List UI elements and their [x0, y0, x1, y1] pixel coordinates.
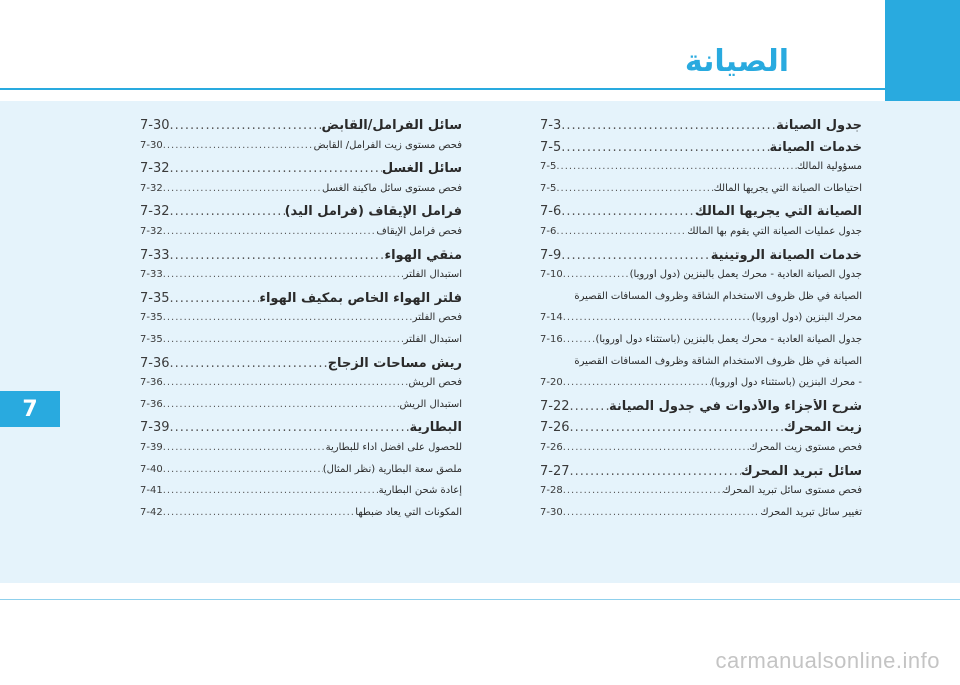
- toc-subentry[interactable]: [140, 334, 462, 356]
- toc-leader-dots: [561, 118, 776, 133]
- toc-entry-label: ريش مساحات الزجاج: [327, 355, 462, 371]
- toc-leader-dots: [570, 420, 784, 435]
- toc-entry-label: تغيير سائل تبريد المحرك: [760, 506, 862, 518]
- toc-leader-dots: [563, 312, 752, 323]
- toc-entry-label: للحصول على أفضل أداء للبطارية: [325, 441, 462, 453]
- toc-subentry[interactable]: [140, 485, 462, 507]
- footer-divider: [0, 599, 960, 600]
- toc-section-entry[interactable]: [540, 140, 862, 162]
- toc-subentry[interactable]: [140, 507, 462, 529]
- toc-entry-continuation[interactable]: [540, 291, 862, 313]
- toc-entry-label: - محرك البنزين (باستثناء دول أوروبا): [710, 377, 862, 389]
- toc-leader-dots: [563, 377, 711, 388]
- toc-page-number: 7-35: [140, 312, 163, 324]
- toc-page-number: 7-30: [540, 506, 563, 518]
- toc-entry-label: مسؤولية المالك: [796, 161, 862, 173]
- toc-leader-dots: [170, 248, 385, 263]
- toc-leader-dots: [163, 485, 379, 496]
- toc-entry-label: فرامل الإيقاف (فرامل اليد): [284, 204, 462, 220]
- toc-page-number: 7-20: [540, 377, 563, 389]
- toc-leader-dots: [163, 442, 326, 453]
- toc-page-number: 7-42: [140, 506, 163, 518]
- toc-leader-dots: [556, 183, 713, 194]
- toc-leader-dots: [570, 464, 741, 479]
- toc-leader-dots: [170, 161, 382, 176]
- toc-leader-dots: [163, 507, 356, 518]
- toc-page-number: 7-6: [540, 204, 562, 220]
- toc-entry-label: ملصق سعة البطارية (نظر المثال): [322, 463, 462, 475]
- toc-section-entry[interactable]: [140, 356, 462, 378]
- chapter-tab[interactable]: [0, 391, 60, 427]
- toc-entry-label: استبدال الريش: [399, 398, 462, 410]
- toc-page-number: 7-26: [540, 420, 570, 436]
- toc-section-entry[interactable]: [540, 204, 862, 226]
- chapter-number: 7: [22, 396, 38, 422]
- toc-section-entry[interactable]: [140, 204, 462, 226]
- toc-subentry[interactable]: [140, 226, 462, 248]
- toc-page-number: 7-6: [540, 225, 557, 237]
- toc-page-number: 7-5: [540, 182, 557, 194]
- toc-subentry[interactable]: [140, 464, 462, 486]
- toc-page-number: 7-30: [140, 118, 170, 133]
- toc-section-entry[interactable]: [140, 118, 462, 140]
- toc-page-number: 7-9: [540, 247, 562, 263]
- toc-section-entry[interactable]: [540, 399, 862, 421]
- toc-page-number: 7-5: [540, 161, 557, 173]
- toc-leader-dots: [170, 420, 410, 435]
- toc-entry-label: شرح الأجزاء والأدوات في جدول الصيانة: [608, 398, 862, 414]
- toc-subentry[interactable]: [540, 485, 862, 507]
- toc-entry-label: جدول عمليات الصيانة التي يقوم بها المالك: [687, 225, 862, 237]
- toc-section-entry[interactable]: [140, 420, 462, 442]
- toc-entry-label: فحص مستوى زيت المحرك: [749, 441, 862, 453]
- toc-leader-dots: [556, 226, 687, 237]
- toc-subentry[interactable]: [140, 140, 462, 162]
- toc-leader-dots: [563, 442, 750, 453]
- toc-page-number: 7-26: [540, 441, 563, 453]
- toc-entry-label: الصيانة في ظل ظروف الاستخدام الشاقة وظروف المسافات القصيرة: [574, 355, 862, 367]
- toc-subentry[interactable]: [140, 399, 462, 421]
- toc-section-entry[interactable]: [140, 248, 462, 270]
- page-title: الصيانة: [684, 44, 789, 79]
- toc-entry-label: فحص الفلتر: [412, 312, 462, 324]
- toc-section-entry[interactable]: [140, 291, 462, 313]
- toc-entry-label: إعادة شحن البطارية: [378, 485, 462, 497]
- toc-entry-label: فحص مستوى سائل تبريد المحرك: [722, 485, 862, 497]
- toc-entry-label: فلتر الهواء الخاص بمكيف الهواء: [259, 290, 462, 306]
- toc-page-number: 7-22: [540, 398, 570, 414]
- toc-leader-dots: [556, 161, 797, 172]
- toc-column-left: [540, 118, 862, 528]
- toc-leader-dots: [170, 356, 328, 371]
- toc-page-number: 7-5: [540, 139, 562, 155]
- toc-page-number: 7-32: [140, 182, 163, 194]
- toc-page-number: 7-39: [140, 441, 163, 453]
- toc-page-number: 7-41: [140, 485, 163, 497]
- toc-leader-dots: [163, 140, 314, 151]
- toc-page-number: 7-35: [140, 333, 163, 345]
- toc-entry-label: محرك البنزين (دول أوروبا): [751, 312, 862, 324]
- toc-subentry[interactable]: [540, 334, 862, 356]
- toc-leader-dots: [563, 485, 723, 496]
- toc-entry-label: فحص مستوى سائل ماكينة الغسل: [322, 182, 462, 194]
- toc-entry-label: الصيانة التي يجريها المالك: [694, 204, 862, 220]
- toc-entry-label: سائل تبريد المحرك: [740, 463, 862, 479]
- toc-entry-label: احتياطات الصيانة التي يجريها المالك: [713, 182, 862, 194]
- page-header: [0, 0, 885, 89]
- toc-section-entry[interactable]: [540, 420, 862, 442]
- toc-entry-label: فحص مستوى زيت الفرامل/ القابض: [313, 139, 462, 151]
- toc-page-number: 7-27: [540, 463, 570, 479]
- toc-entry-continuation[interactable]: [540, 356, 862, 378]
- toc-entry-label: سائل الغسل: [381, 161, 462, 177]
- toc-subentry[interactable]: [540, 226, 862, 248]
- toc-entry-label: جدول الصيانة العادية - محرك يعمل بالبنزين (باستثناء دول أوروبا): [595, 333, 862, 345]
- toc-page-number: 7-3: [540, 118, 562, 133]
- toc-page-number: 7-36: [140, 377, 163, 389]
- toc-subentry[interactable]: [540, 377, 862, 399]
- toc-subentry[interactable]: [540, 183, 862, 205]
- toc-subentry[interactable]: [540, 507, 862, 529]
- toc-leader-dots: [561, 140, 769, 155]
- toc-leader-dots: [563, 507, 761, 518]
- header-divider: [0, 88, 885, 90]
- toc-leader-dots: [163, 183, 322, 194]
- toc-leader-dots: [163, 464, 323, 475]
- toc-section-entry[interactable]: [540, 248, 862, 270]
- toc-entry-label: خدمات الصيانة: [769, 139, 862, 155]
- toc-subentry[interactable]: [540, 442, 862, 464]
- toc-entry-label: فحص الريش: [408, 377, 462, 389]
- toc-entry-label: استبدال الفلتر: [403, 269, 462, 281]
- corner-accent-block: [885, 0, 960, 101]
- toc-leader-dots: [563, 334, 596, 345]
- toc-entry-label: فحص فرامل الإيقاف: [376, 225, 462, 237]
- toc-leader-dots: [561, 248, 711, 263]
- toc-subentry[interactable]: [540, 312, 862, 334]
- toc-subentry[interactable]: [540, 161, 862, 183]
- toc-page-number: 7-33: [140, 247, 170, 263]
- watermark: carmanualsonline.info: [715, 648, 940, 673]
- toc-subentry[interactable]: [140, 269, 462, 291]
- toc-page-number: 7-10: [540, 269, 563, 281]
- toc-leader-dots: [170, 204, 285, 219]
- toc-column-right: [140, 118, 462, 528]
- toc-leader-dots: [163, 226, 377, 237]
- toc-entry-label: خدمات الصيانة الروتينية: [710, 247, 862, 263]
- toc-section-entry[interactable]: [540, 464, 862, 486]
- toc-page-number: 7-32: [140, 225, 163, 237]
- toc-page-number: 7-30: [140, 139, 163, 151]
- toc-page-number: 7-36: [140, 355, 170, 371]
- toc-subentry[interactable]: [540, 269, 862, 291]
- toc-subentry[interactable]: [140, 312, 462, 334]
- toc-entry-label: زيت المحرك: [783, 420, 862, 436]
- toc-entry-label: استبدال الفلتر: [403, 333, 462, 345]
- toc-page-number: 7-36: [140, 398, 163, 410]
- toc-leader-dots: [561, 204, 695, 219]
- toc-subentry[interactable]: [140, 377, 462, 399]
- toc-page-number: 7-28: [540, 485, 563, 497]
- toc-entry-label: جدول الصيانة العادية - محرك يعمل بالبنزين (دول أوروبا): [629, 269, 862, 281]
- toc-entry-label: البطارية: [409, 420, 462, 436]
- toc-leader-dots: [170, 118, 322, 133]
- toc-leader-dots: [570, 399, 609, 414]
- toc-leader-dots: [563, 269, 630, 280]
- toc-page-number: 7-32: [140, 161, 170, 177]
- toc-entry-label: منقي الهواء: [384, 247, 462, 263]
- toc-page-number: 7-14: [540, 312, 563, 324]
- toc-page-number: 7-16: [540, 333, 563, 345]
- toc-entry-label: سائل الفرامل/القابض: [321, 118, 462, 133]
- toc-leader-dots: [163, 377, 409, 388]
- toc-leader-dots: [163, 334, 404, 345]
- toc-section-entry[interactable]: [140, 161, 462, 183]
- toc-subentry[interactable]: [140, 442, 462, 464]
- toc-leader-dots: [163, 269, 404, 280]
- toc-subentry[interactable]: [140, 183, 462, 205]
- toc-entry-label: المكونات التي يعاد ضبطها: [355, 506, 462, 518]
- toc-page-number: 7-35: [140, 290, 170, 306]
- toc-entry-label: جدول الصيانة: [776, 118, 862, 133]
- toc-section-entry[interactable]: [540, 118, 862, 140]
- toc-page-number: 7-40: [140, 463, 163, 475]
- toc-leader-dots: [170, 291, 260, 306]
- toc-entry-label: الصيانة في ظل ظروف الاستخدام الشاقة وظروف المسافات القصيرة: [574, 290, 862, 302]
- toc-leader-dots: [163, 399, 400, 410]
- toc-page-number: 7-33: [140, 269, 163, 281]
- toc-page-number: 7-39: [140, 420, 170, 436]
- toc-page-number: 7-32: [140, 204, 170, 220]
- toc-leader-dots: [163, 312, 413, 323]
